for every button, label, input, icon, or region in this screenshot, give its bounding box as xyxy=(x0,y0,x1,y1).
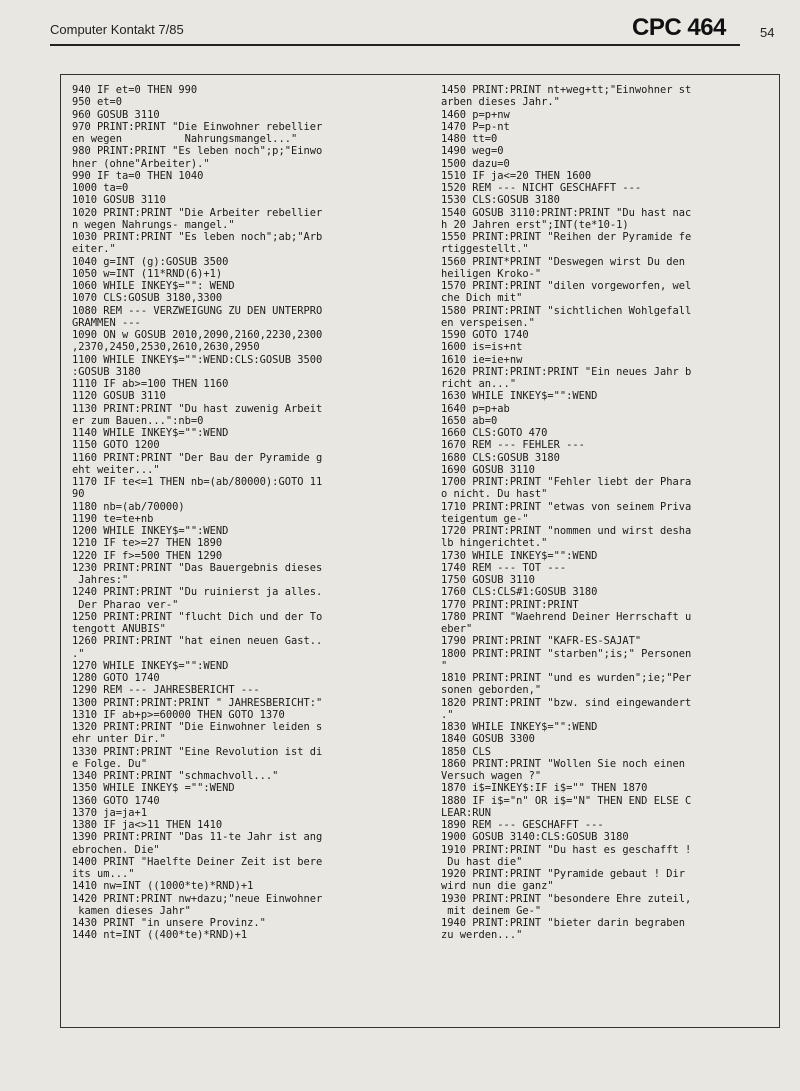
code-line: 1020 PRINT:PRINT "Die Arbeiter rebellier xyxy=(72,206,323,219)
code-line: 1920 PRINT:PRINT "Pyramide gebaut ! Dir xyxy=(441,868,685,880)
code-line: 1200 WHILE INKEY$="":WEND xyxy=(72,525,229,537)
code-line: 1590 GOTO 1740 xyxy=(441,329,529,341)
code-line: 960 GOSUB 3110 xyxy=(72,108,160,121)
code-line: hner (ohne"Arbeiter)." xyxy=(72,157,210,170)
code-line: GRAMMEN --- xyxy=(72,316,141,329)
code-line: eber" xyxy=(441,623,473,635)
code-line: 1670 REM --- FEHLER --- xyxy=(441,439,585,452)
code-line: 940 IF et=0 THEN 990 xyxy=(72,84,198,96)
code-line: 1840 GOSUB 3300 xyxy=(441,733,535,746)
code-line: h 20 Jahren erst";INT(te*10-1) xyxy=(441,218,629,231)
code-line: 1720 PRINT:PRINT "nommen und wirst desha xyxy=(441,525,692,537)
code-line: 1560 PRINT*PRINT "Deswegen wirst Du den xyxy=(441,255,685,268)
code-line: 1000 ta=0 xyxy=(72,182,129,194)
code-line: 1860 PRINT:PRINT "Wollen Sie noch einen xyxy=(441,757,685,770)
code-line: n wegen Nahrungs- mangel." xyxy=(72,218,235,231)
code-line: 1140 WHILE INKEY$="":WEND xyxy=(72,427,229,439)
code-line: 1780 PRINT "Waehrend Deiner Herrschaft u xyxy=(441,610,692,623)
code-line: 1210 IF te>=27 THEN 1890 xyxy=(72,537,223,550)
code-line: Versuch wagen ?" xyxy=(441,770,542,782)
code-line: 1540 GOSUB 3110:PRINT:PRINT "Du hast nac xyxy=(441,206,692,219)
code-line: teigentum ge-" xyxy=(441,512,529,525)
code-line: 950 et=0 xyxy=(72,96,123,109)
page-number: 54 xyxy=(760,25,775,40)
code-line: 1880 IF i$="n" OR i$="N" THEN END ELSE C xyxy=(441,794,692,807)
code-line: 1110 IF ab>=100 THEN 1160 xyxy=(72,378,229,390)
code-line: 1090 ON w GOSUB 2010,2090,2160,2230,2300 xyxy=(72,329,323,341)
code-line: ebrochen. Die" xyxy=(72,843,160,856)
code-line: 1710 PRINT:PRINT "etwas von seinem Priva xyxy=(441,500,692,513)
code-line: wird nun die ganz" xyxy=(441,880,554,893)
code-line: " xyxy=(441,659,448,672)
code-line: e Folge. Du" xyxy=(72,757,148,770)
code-line: 1460 p=p+nw xyxy=(441,108,510,121)
code-line: 1270 WHILE INKEY$="":WEND xyxy=(72,659,229,672)
code-line: 1260 PRINT:PRINT "hat einen neuen Gast.. xyxy=(72,635,323,648)
listing-left-column xyxy=(72,84,322,942)
code-line: 1930 PRINT:PRINT "besondere Ehre zuteil, xyxy=(441,892,692,905)
code-line: 1370 ja=ja+1 xyxy=(72,806,148,819)
code-line: 1630 WHILE INKEY$="":WEND xyxy=(441,390,598,403)
code-line: its um..." xyxy=(72,868,135,880)
code-line: 1380 IF ja<>11 THEN 1410 xyxy=(72,819,223,831)
code-line: 1050 w=INT (11*RND(6)+1) xyxy=(72,267,223,280)
code-line: 1870 i$=INKEY$:IF i$="" THEN 1870 xyxy=(441,782,648,795)
code-line: eht weiter..." xyxy=(72,463,160,476)
code-line: 1120 GOSUB 3110 xyxy=(72,390,166,403)
code-line: ,2370,2450,2530,2610,2630,2950 xyxy=(72,341,260,354)
code-line: ." xyxy=(72,647,85,660)
code-line: 1700 PRINT:PRINT "Fehler liebt der Phara xyxy=(441,476,692,488)
code-line: che Dich mit" xyxy=(441,292,523,305)
code-line: 1250 PRINT:PRINT "flucht Dich und der To xyxy=(72,610,323,623)
code-line: 1570 PRINT:PRINT "dilen vorgeworfen, wel xyxy=(441,280,692,292)
code-line: 1650 ab=0 xyxy=(441,414,498,427)
code-line: 1530 CLS:GOSUB 3180 xyxy=(441,194,560,207)
code-line: 1230 PRINT:PRINT "Das Bauergebnis dieses xyxy=(72,561,323,574)
code-line: 1900 GOSUB 3140:CLS:GOSUB 3180 xyxy=(441,831,629,844)
code-line: 1410 nw=INT ((1000*te)*RND)+1 xyxy=(72,880,254,893)
code-line: 1400 PRINT "Haelfte Deiner Zeit ist bere xyxy=(72,855,323,868)
code-line: 1760 CLS:CLS#1:GOSUB 3180 xyxy=(441,586,598,599)
code-line: 1080 REM --- VERZWEIGUNG ZU DEN UNTERPRO xyxy=(72,304,323,317)
code-line: 1150 GOTO 1200 xyxy=(72,439,160,452)
code-line: 1660 CLS:GOTO 470 xyxy=(441,427,548,439)
code-line: 1060 WHILE INKEY$="": WEND xyxy=(72,280,235,292)
code-line: 1240 PRINT:PRINT "Du ruinierst ja alles. xyxy=(72,586,323,599)
listing-right-column xyxy=(441,84,691,942)
code-line: 1310 IF ab+p>=60000 THEN GOTO 1370 xyxy=(72,708,285,721)
code-line: 1100 WHILE INKEY$="":WEND:CLS:GOSUB 3500 xyxy=(72,353,323,366)
code-line: 1350 WHILE INKEY$ ="":WEND xyxy=(72,782,235,795)
code-line: 1360 GOTO 1740 xyxy=(72,794,160,807)
code-line: er zum Bauen...":nb=0 xyxy=(72,414,204,427)
brand-title: CPC 464 xyxy=(632,14,726,41)
code-line: 1830 WHILE INKEY$="":WEND xyxy=(441,721,598,733)
code-line: :GOSUB 3180 xyxy=(72,365,141,378)
code-line: 1740 REM --- TOT --- xyxy=(441,561,567,574)
code-line: 1500 dazu=0 xyxy=(441,157,510,170)
code-line: tengott ANUBIS" xyxy=(72,623,166,635)
code-line: sonen geborden," xyxy=(441,684,542,697)
code-line: 1730 WHILE INKEY$="":WEND xyxy=(441,549,598,562)
code-line: 1750 GOSUB 3110 xyxy=(441,574,535,586)
code-line: 990 IF ta=0 THEN 1040 xyxy=(72,169,204,182)
code-line: zu werden..." xyxy=(441,929,523,942)
code-line: 1330 PRINT:PRINT "Eine Revolution ist di xyxy=(72,745,323,758)
code-line: heiligen Kroko-" xyxy=(441,267,542,280)
code-line: kamen dieses Jahr" xyxy=(72,904,191,917)
code-line: ." xyxy=(441,708,454,721)
code-line: 1420 PRINT:PRINT nw+dazu;"neue Einwohner xyxy=(72,892,323,905)
code-line: 1640 p=p+ab xyxy=(441,402,510,415)
code-line: 1180 nb=(ab/70000) xyxy=(72,500,185,513)
code-line: 1390 PRINT:PRINT "Das 11-te Jahr ist ang xyxy=(72,831,323,844)
code-line: 1680 CLS:GOSUB 3180 xyxy=(441,451,560,464)
code-line: lb hingerichtet." xyxy=(441,537,548,550)
code-line: 1940 PRINT:PRINT "bieter darin begraben xyxy=(441,917,685,929)
code-line: 1580 PRINT:PRINT "sichtlichen Wohlgefall xyxy=(441,304,692,317)
code-line: 1470 P=p-nt xyxy=(441,120,510,133)
code-line: 1030 PRINT:PRINT "Es leben noch";ab;"Arb xyxy=(72,231,323,243)
code-line: 1890 REM --- GESCHAFFT --- xyxy=(441,819,604,831)
code-line: en verspeisen." xyxy=(441,316,535,329)
code-line: mit deinem Ge-" xyxy=(441,904,542,917)
code-line: LEAR:RUN xyxy=(441,806,492,819)
code-line: 1220 IF f>=500 THEN 1290 xyxy=(72,549,223,562)
code-line: eiter." xyxy=(72,243,116,256)
code-line: 1770 PRINT:PRINT:PRINT xyxy=(441,598,579,611)
code-line: 1130 PRINT:PRINT "Du hast zuwenig Arbeit xyxy=(72,402,323,415)
code-line: 1440 nt=INT ((400*te)*RND)+1 xyxy=(72,929,248,942)
code-line: 1800 PRINT:PRINT "starben";is;" Personen xyxy=(441,647,692,660)
code-line: 1850 CLS xyxy=(441,745,492,758)
header-rule xyxy=(50,44,740,46)
code-line: 1910 PRINT:PRINT "Du hast es geschafft ! xyxy=(441,843,692,856)
code-line: arben dieses Jahr." xyxy=(441,96,560,109)
code-line: 1810 PRINT:PRINT "und es wurden";ie;"Per xyxy=(441,672,692,684)
code-line: 1480 tt=0 xyxy=(441,133,498,145)
code-line: 1550 PRINT:PRINT "Reihen der Pyramide fe xyxy=(441,231,692,243)
code-line: ehr unter Dir." xyxy=(72,733,166,746)
code-line: o nicht. Du hast" xyxy=(441,488,548,501)
code-line: 1790 PRINT:PRINT "KAFR-ES-SAJAT" xyxy=(441,635,642,648)
code-line: 1820 PRINT:PRINT "bzw. sind eingewandert xyxy=(441,696,692,709)
code-line: 970 PRINT:PRINT "Die Einwohner rebellier xyxy=(72,120,323,133)
code-line: 1170 IF te<=1 THEN nb=(ab/80000):GOTO 11 xyxy=(72,476,323,488)
code-line: 1040 g=INT (g):GOSUB 3500 xyxy=(72,255,229,268)
code-line: 1610 ie=ie+nw xyxy=(441,353,523,366)
code-line: 1290 REM --- JAHRESBERICHT --- xyxy=(72,684,260,697)
code-line: 1490 weg=0 xyxy=(441,145,504,158)
code-line: 1320 PRINT:PRINT "Die Einwohner leiden s xyxy=(72,721,323,733)
code-line: 1620 PRINT:PRINT:PRINT "Ein neues Jahr b xyxy=(441,365,692,378)
code-line: 1690 GOSUB 3110 xyxy=(441,463,535,476)
code-line: 1510 IF ja<=20 THEN 1600 xyxy=(441,169,592,182)
code-line: 1520 REM --- NICHT GESCHAFFT --- xyxy=(441,182,642,194)
code-line: 1450 PRINT:PRINT nt+weg+tt;"Einwohner st xyxy=(441,84,692,96)
code-line: Der Pharao ver-" xyxy=(72,598,179,611)
code-line: en wegen Nahrungsmangel..." xyxy=(72,133,298,145)
code-line: Jahres:" xyxy=(72,574,129,586)
code-line: Du hast die" xyxy=(441,855,523,868)
code-line: 1300 PRINT:PRINT:PRINT " JAHRESBERICHT:" xyxy=(72,696,323,709)
code-line: 90 xyxy=(72,488,85,501)
code-line: 1070 CLS:GOSUB 3180,3300 xyxy=(72,292,223,305)
code-line: 1600 is=is+nt xyxy=(441,341,523,354)
code-line: 1160 PRINT:PRINT "Der Bau der Pyramide g xyxy=(72,451,323,464)
code-line: 1190 te=te+nb xyxy=(72,512,154,525)
code-line: 980 PRINT:PRINT "Es leben noch";p;"Einwo xyxy=(72,145,323,158)
code-line: rtiggestellt." xyxy=(441,243,529,256)
code-line: 1340 PRINT:PRINT "schmachvoll..." xyxy=(72,770,279,782)
code-line: 1010 GOSUB 3110 xyxy=(72,194,166,207)
magazine-title: Computer Kontakt 7/85 xyxy=(50,22,184,37)
code-line: 1430 PRINT "in unsere Provinz." xyxy=(72,917,266,929)
code-line: richt an..." xyxy=(441,378,517,390)
code-line: 1280 GOTO 1740 xyxy=(72,672,160,684)
